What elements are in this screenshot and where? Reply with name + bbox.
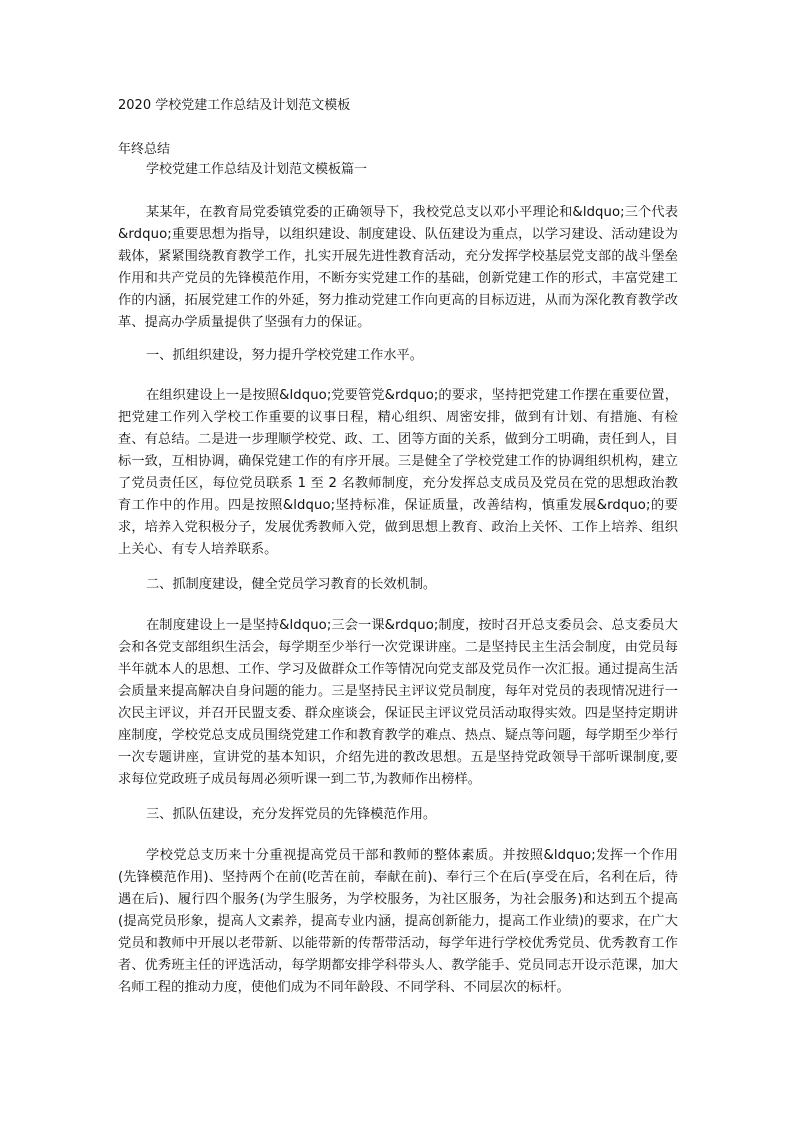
section-paragraph-organization: 在组织建设上一是按照&ldquo;党要管党&rdquo;的要求，坚持把党建工作摆在重要位置，把党建工作列入学校工作重要的议事日程，精心组织、周密安排，做到有计划、有措施、有检查、有总结。二是进一步理顺学校党、政、工、团等方面的关系，做到分工明确，责任到人，目标一致，互相协调，确保党建工作的有序开展。三是健全了学校党建工作的协调组织机构，建立了党员责任区，每位党员联系 1 至 2 名教师制度，充分发挥总支成员及党员在党的思想政治教育工作中的作用。四是按照&ldquo;坚持标准，保证质量，改善结构，慎重发展&rdquo;的要求，培养入党积极分子，发展优秀教师入党，做到思想上教育、政治上关怀、工作上培养、组织上关心、有专人培养联系。 [118, 388, 678, 557]
year-end-label: 年终总结 [118, 142, 171, 157]
section-paragraph-system: 在制度建设上一是坚持&ldquo;三会一课&rdquo;制度，按时召开总支委员会、总支委员大会和各党支部组织生活会，每学期至少举行一次党课讲座。二是坚持民主生活会制度，由党员每半年就本人的思想、工作、学习及做群众工作等情况向党支部及党员作一次汇报。通过提高生活会质量来提高解决自身问题的能力。三是坚持民主评议党员制度，每年对党员的表现情况进行一次民主评议，并召开民盟支委、群众座谈会，保证民主评议党员活动取得实效。四是坚持定期讲座制度，学校党总支成员围绕党建工作和教育教学的难点、热点、疑点等问题，每学期至少举行一次专题讲座，宣讲党的基本知识，介绍先进的教改思想。五是坚持党政领导干部听课制度,要求每位党政班子成员每周必须听课一到二节,为教师作出榜样。 [118, 618, 678, 787]
section-paragraph-team: 学校党总支历来十分重视提高党员干部和教师的整体素质。并按照&ldquo;发挥一个作用(先锋模范作用)、坚持两个在前(吃苦在前，奉献在前)、奉行三个在后(享受在后，名利在后，待遇在后)、履行四个服务(为学生服务，为学校服务，为社区服务，为社会服务)和达到五个提高(提高党员形象，提高人文素养，提高专业内涵，提高创新能力，提高工作业绩)的要求，在广大党员和教师中开展以老带新、以能带新的传帮带活动，每学年进行学校优秀党员、优秀教育工作者、优秀班主任的评选活动，每学期都安排学科带头人、教学能手、党员同志开设示范课，加大名师工程的推动力度，使他们成为不同年龄段、不同学科、不同层次的标杆。 [118, 848, 678, 995]
section-heading-organization: 一、抓组织建设，努力提升学校党建工作水平。 [146, 348, 423, 363]
document-title: 2020 学校党建工作总结及计划范文模板 [118, 98, 351, 113]
intro-paragraph: 某某年，在教育局党委镇党委的正确领导下，我校党总支以邓小平理论和&ldquo;三个代表&rdquo;重要思想为指导，以组织建设、制度建设、队伍建设为重点，以学习建设、活动建设为载体，紧紧围绕教育教学工作，扎实开展先进性教育活动，充分发挥学校基层党支部的战斗堡垒作用和共产党员的先锋模范作用，不断夯实党建工作的基础，创新党建工作的形式，丰富党建工作的内涵，拓展党建工作的外延，努力推动党建工作向更高的目标迈进，从而为深化教育教学改革、提高办学质量提供了坚强有力的保证。 [118, 205, 678, 330]
section-heading-team: 三、抓队伍建设，充分发挥党员的先锋模范作用。 [146, 807, 437, 822]
document-subtitle: 学校党建工作总结及计划范文模板篇一 [146, 162, 368, 177]
section-heading-system: 二、抓制度建设，健全党员学习教育的长效机制。 [146, 577, 437, 592]
